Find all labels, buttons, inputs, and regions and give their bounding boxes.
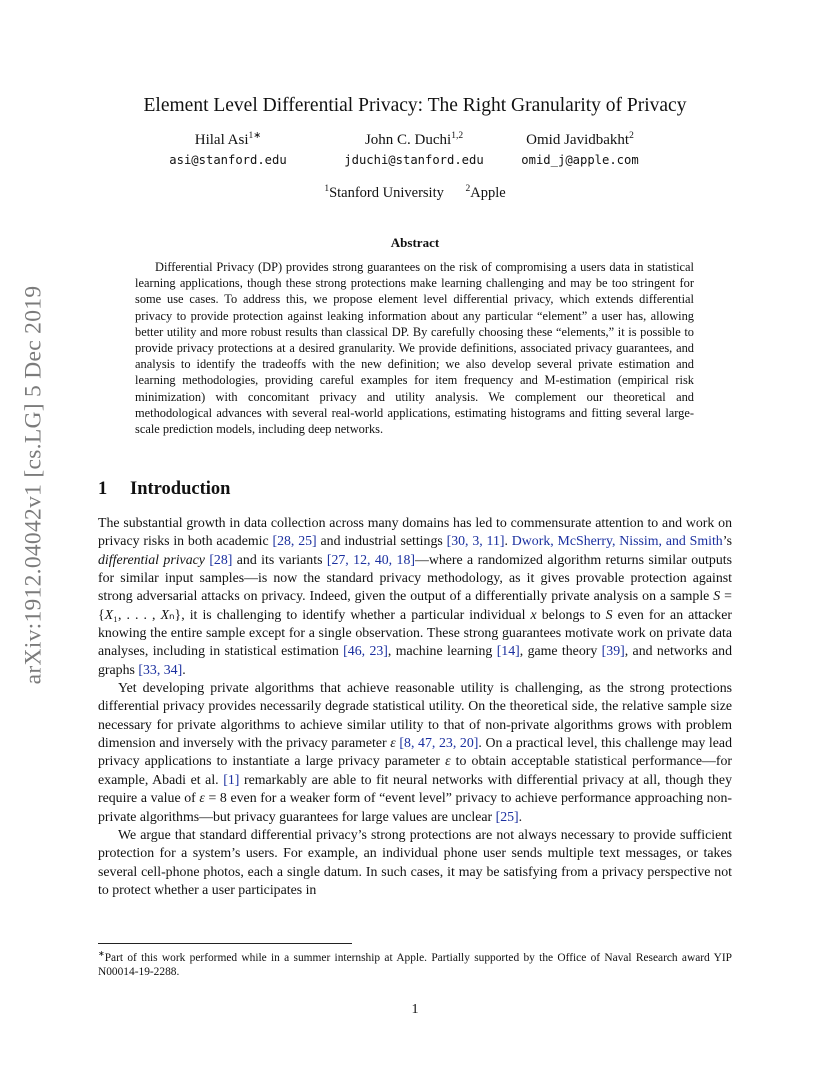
author-2-sup: 1,2	[451, 131, 464, 141]
emphasis-text: X	[104, 606, 114, 622]
author-3-email[interactable]: omid_j@apple.com	[521, 153, 639, 167]
body-text: = 8 even for a weaker form of “event level” privacy to achieve performance approaching non-private algorithms—but privacy guarantees for large values are unclear	[98, 790, 732, 824]
author-2-name: John C. Duchi	[364, 132, 452, 148]
citation-link[interactable]: Dwork, McSherry, Nissim, and Smith	[511, 533, 723, 549]
body-text: and industrial settings	[316, 533, 447, 549]
author-3-name: Omid Javidbakht	[526, 132, 630, 148]
emphasis-text: X	[160, 606, 170, 622]
citation-link[interactable]: [33, 34]	[138, 661, 183, 677]
citation-link[interactable]: [28]	[209, 551, 233, 567]
body-text: even for an attacker knowing the entire sample except for a single observation. These strong guarantees motivate work on private data analyses, including in statistical estimation	[98, 606, 732, 659]
abstract-text: Differential Privacy (DP) provides strong guarantees on the risk of compromising a users data in statistical learning applications, though these strong protections make learning challenging and may be too stringent for some use cases. To address this, we propose element level differential privacy, which extends differential privacy to provide protection against leaking information about any particular “element” a user has, allowing better utility and more robust results than classical DP. By carefully choosing these “elements,” it is possible to provide privacy protections at a desired granularity. We provide definitions, associated privacy guarantees, and analysis to identify the tradeoffs with the new definition; we also develop several private estimation and learning methodologies, providing careful examples for item frequency and M-estimation (empirical risk minimization) with concomitant privacy and utility analysis. We complement our theoretical and methodological advances with several real-world applications, estimating histograms and fitting several large-scale prediction models, including deep networks.	[135, 260, 694, 437]
emphasis-text: ε	[445, 753, 451, 769]
emphasis-text: differential privacy	[98, 551, 205, 567]
body-text: ₙ}, it is challenging to identify whether a particular individual	[169, 606, 531, 622]
footnote	[98, 947, 732, 980]
body-text: belongs to	[536, 606, 606, 622]
footnote-text: Part of this work performed while in a summer internship at Apple. Partially supported by the Office of Naval Research award YIP N00014-19-2288.	[98, 951, 732, 979]
arxiv-stamp-text: arXiv:1912.04042v1 [cs.LG] 5 Dec 2019	[20, 285, 47, 685]
footnote-mark: ∗	[98, 949, 105, 958]
paragraph-2	[98, 679, 732, 826]
section-heading	[98, 479, 230, 500]
citation-link[interactable]: [46, 23]	[343, 643, 388, 659]
body-text: We argue that standard differential privacy’s strong protections are not always necessary to provide sufficient protection for a system’s users. For example, an individual phone user sends multiple text messages, or takes several cell-phone photos, each a single datum. In such cases, it may be satisfying from a privacy perspective not to protect whether a user participates in	[98, 826, 732, 897]
body-text: remarkably are able to fit neural networks with differential privacy at all, though they require a value of	[98, 771, 732, 806]
page-number: 1	[411, 1002, 419, 1017]
arxiv-stamp	[14, 285, 54, 685]
emphasis-text: S	[605, 606, 613, 622]
citation-link[interactable]: [1]	[223, 771, 240, 787]
citation-link[interactable]: [8, 47, 23, 20]	[399, 735, 479, 751]
author-1-sup: 1∗	[248, 131, 262, 141]
citation-link[interactable]: [25]	[495, 808, 519, 824]
citation-link[interactable]: [28, 25]	[272, 533, 317, 549]
body-text: , and networks and graphs	[98, 643, 732, 677]
emphasis-text: S	[713, 588, 721, 604]
body-text: .	[504, 533, 512, 549]
paragraph-3	[98, 826, 732, 899]
introduction-body	[98, 514, 732, 899]
emphasis-text: ε	[199, 790, 205, 806]
section-title: Introduction	[130, 479, 231, 499]
affiliation-1-sup: 1	[324, 184, 330, 194]
citation-link[interactable]: [39]	[601, 643, 625, 659]
body-text: The substantial growth in data collection across many domains has led to commensurate attention to and work on privacy risks in both academic	[98, 515, 732, 549]
author-3-sup: 2	[629, 131, 634, 141]
section-number: 1	[98, 479, 108, 499]
body-text: = {	[98, 588, 732, 622]
paper-title: Element Level Differential Privacy: The Right Granularity of Privacy	[143, 95, 687, 116]
author-3	[480, 127, 680, 170]
author-2-email[interactable]: jduchi@stanford.edu	[344, 153, 484, 167]
author-1-email[interactable]: asi@stanford.edu	[169, 153, 287, 167]
body-text: —where a randomized algorithm returns similar outputs for similar input samples—is now the standard privacy methodology, as it gives provable protection against strong adversarial attacks on privacy. Indeed, given the output of a differentially private analysis on a sample	[98, 551, 732, 604]
affiliation-2-name: Apple	[470, 184, 506, 201]
affiliation-1	[324, 185, 444, 201]
abstract-heading: Abstract	[390, 235, 440, 250]
affiliations	[98, 184, 732, 202]
paragraph-1	[98, 514, 732, 679]
body-text: .	[518, 808, 523, 824]
body-text: and its variants	[232, 551, 327, 567]
emphasis-text: x	[530, 606, 537, 622]
footnote-rule	[98, 943, 352, 944]
body-text: , game theory	[519, 643, 602, 659]
body-text: ’s	[722, 533, 732, 549]
affiliation-2-sup: 2	[465, 184, 471, 194]
author-1-name: Hilal Asi	[194, 132, 249, 148]
citation-link[interactable]: [27, 12, 40, 18]	[326, 551, 415, 567]
emphasis-text: ε	[390, 735, 396, 751]
body-text: . On a practical level, this challenge may lead privacy applications to instantiate a large privacy parameter	[98, 735, 732, 769]
body-text: .	[182, 661, 186, 677]
body-text: to obtain acceptable statistical performance—for example, Abadi et al.	[98, 753, 732, 787]
citation-link[interactable]: [30, 3, 11]	[446, 533, 505, 549]
affiliation-2	[465, 185, 505, 201]
citation-link[interactable]: [14]	[496, 643, 520, 659]
affiliation-1-name: Stanford University	[329, 184, 444, 201]
body-text: ₁, . . . ,	[113, 606, 161, 622]
author-1	[128, 127, 328, 170]
abstract-body	[135, 259, 694, 437]
body-text: Yet developing private algorithms that achieve reasonable utility is challenging, as the strong protections differential privacy provides necessarily degrade statistical utility. On the theoretical side, the relative sample size necessary for private algorithms to achieve similar utility to that of non-private algorithms grows with problem dimension and inversely with the privacy parameter	[98, 680, 732, 751]
body-text: , machine learning	[387, 643, 497, 659]
